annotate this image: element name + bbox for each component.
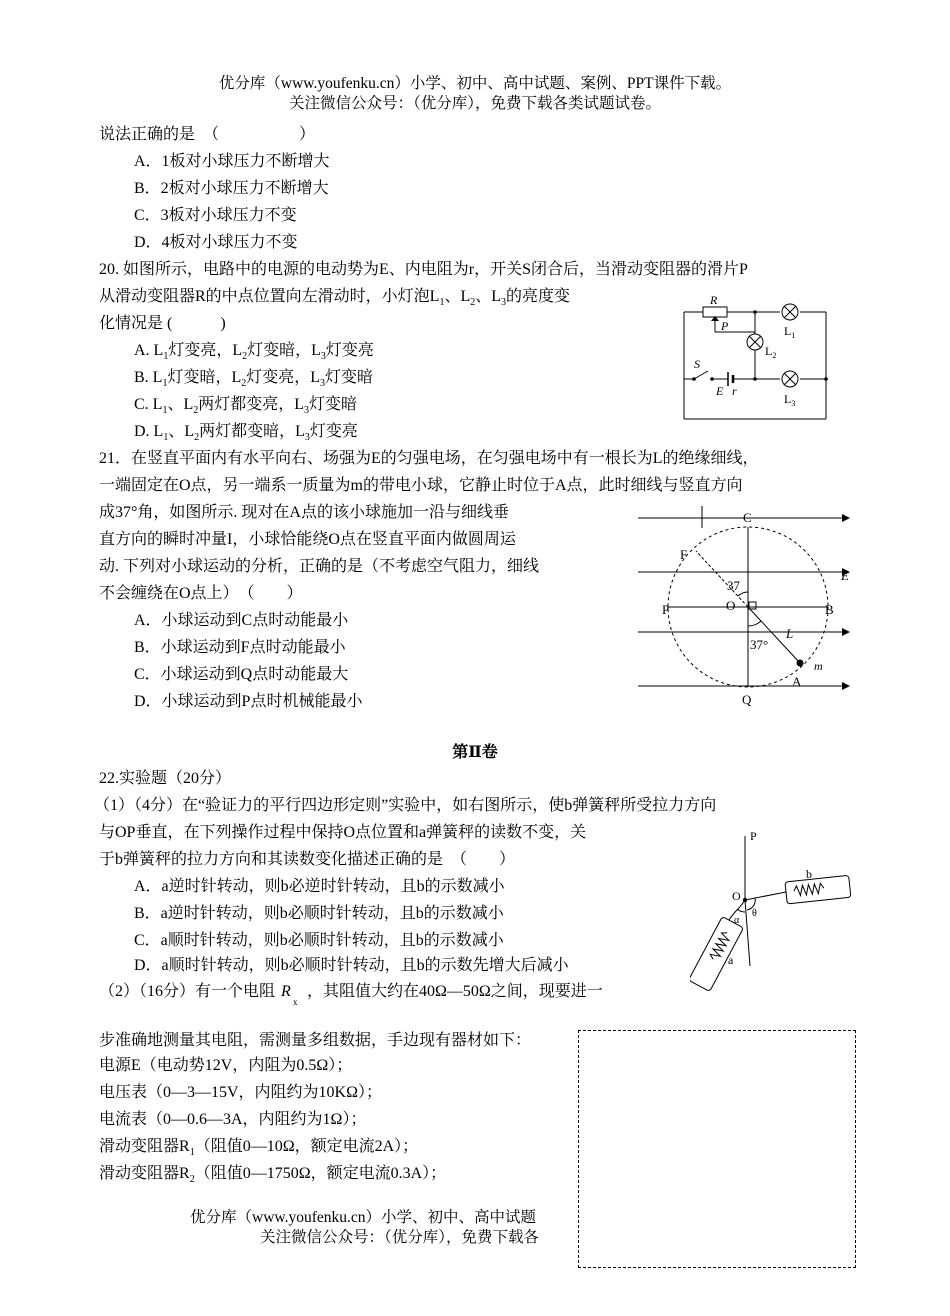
q20-option-d: D. $L_1$、$L_2$两灯都变暗，$L_3$灯变亮 bbox=[134, 423, 358, 444]
q21-option-c: C．小球运动到Q点时动能最大 bbox=[134, 666, 349, 683]
part-2-title: 第Ⅱ卷 bbox=[452, 744, 498, 761]
label-a: a bbox=[728, 953, 734, 967]
label-f: F bbox=[680, 547, 688, 562]
q22-part1-line-3: 于b弹簧秤的拉力方向和其读数变化描述正确的是 （ ） bbox=[99, 851, 516, 868]
q21-line-1: 21．在竖直平面内有水平向右、场强为E的匀强电场，在匀强电场中有一根长为L的绝缘细线， bbox=[99, 450, 759, 467]
label-l3: $L_3$ bbox=[784, 392, 796, 408]
point-o bbox=[743, 898, 747, 902]
q20-line-3: 化情况是 ( ) bbox=[99, 315, 226, 332]
q20-line-1: 20. 如图所示，电路中的电源的电动势为E、内电阻为r，开关S闭合后，当滑动变阻器的滑片P bbox=[99, 261, 748, 278]
angle-arc bbox=[748, 621, 761, 626]
q21-option-b: B．小球运动到F点时动能最小 bbox=[134, 639, 346, 656]
label-theta: θ bbox=[752, 908, 757, 919]
rheostat-r bbox=[703, 307, 727, 317]
label-37-top: 37 bbox=[727, 578, 740, 593]
label-b: b bbox=[806, 867, 812, 881]
q20-option-b: B. $L_1$灯变暗，$L_2$灯变亮，$L_3$灯变暗 bbox=[134, 369, 374, 390]
q22-option-d: D．a顺时针转动，则b必顺时针转动，且b的示数先增大后减小 bbox=[134, 957, 569, 974]
answer-box bbox=[578, 1030, 856, 1268]
q22-part1-line-1: （1）（4分）在“验证力的平行四边形定则”实验中，如右图所示，使b弹簧秤所受拉力方向 bbox=[94, 797, 717, 814]
angle-arc-alpha bbox=[737, 909, 745, 912]
label-p: P bbox=[721, 319, 729, 333]
label-o: O bbox=[732, 889, 741, 903]
q19-option-c: C．3板对小球压力不变 bbox=[134, 207, 297, 224]
q21-field-figure bbox=[634, 506, 856, 710]
label-37-bottom: 37° bbox=[750, 637, 769, 652]
footer-line-1: 优分库（www.youfenku.cn）小学、初中、高中试题 bbox=[190, 1209, 536, 1226]
footer-line-2: 关注微信公众号：（优分库），免费下载各 bbox=[260, 1229, 540, 1246]
label-l2: $L_2$ bbox=[765, 344, 777, 360]
q22-option-b: B．a逆时针转动，则b必顺时针转动，且b的示数减小 bbox=[134, 905, 504, 922]
dashed-radius-f bbox=[696, 551, 748, 607]
q21-option-a: A．小球运动到C点时动能最小 bbox=[134, 612, 349, 629]
q22-spring-figure bbox=[690, 826, 855, 996]
q22-part2-line-1: （2）（16分）有一个电阻 R x ，其阻值大约在40Ω—50Ω之间，现要进一 bbox=[99, 983, 603, 1007]
q21-option-d: D．小球运动到P点时机械能最小 bbox=[134, 693, 363, 710]
q22-part1-line-2: 与OP垂直，在下列操作过程中保持O点位置和a弹簧秤的读数不变，关 bbox=[99, 824, 587, 841]
label-p: P bbox=[662, 602, 670, 617]
label-p: P bbox=[750, 829, 757, 843]
q22-option-a: A．a逆时针转动，则b必逆时针转动，且b的示数减小 bbox=[134, 878, 505, 895]
q21-line-4: 直方向的瞬时冲量I，小球恰能绕O点在竖直平面内做圆周运 bbox=[99, 531, 516, 548]
q21-line-3: 成37°角，如图所示. 现对在A点的该小球施加一沿与细线垂 bbox=[99, 504, 509, 521]
q20-circuit-figure bbox=[680, 292, 832, 424]
q21-line-6: 不会缠绕在O点上） （ ） bbox=[99, 585, 303, 602]
spring-b-coil bbox=[793, 883, 824, 896]
q20-line-2: 从滑动变阻器R的中点位置向左滑动时，小灯泡$L_1$、$L_2$、$L_3$的亮度变 bbox=[99, 288, 571, 309]
b-hook bbox=[745, 892, 786, 900]
equip-ammeter: 电流表（0—0.6—3A，内阻约为1Ω）； bbox=[99, 1111, 367, 1128]
equip-power-supply: 电源E（电动势12V，内阻为0.5Ω）； bbox=[99, 1057, 353, 1074]
q19-option-d: D．4板对小球压力不变 bbox=[134, 234, 298, 251]
q22-title: 22.实验题（20分） bbox=[99, 770, 232, 787]
equip-voltmeter: 电压表（0—3—15V，内阻约为10KΩ）； bbox=[99, 1084, 383, 1101]
label-o: O bbox=[726, 598, 736, 613]
right-angle-mark bbox=[749, 602, 756, 609]
label-l: L bbox=[786, 626, 794, 641]
header-line-1: 优分库（www.youfenku.cn）小学、初中、高中试题、案例、PPT课件下载。 bbox=[218, 75, 732, 92]
spring-balance-a bbox=[690, 917, 743, 992]
q22-part2-line-2: 步准确地测量其电阻，需测量多组数据，手边现有器材如下： bbox=[99, 1032, 532, 1049]
label-alpha: α bbox=[734, 915, 740, 926]
q19-option-b: B．2板对小球压力不断增大 bbox=[134, 180, 329, 197]
switch-s bbox=[694, 371, 708, 379]
equip-rheostat-r1: 滑动变阻器$R_1$（阻值0—10Ω，额定电流2A）； bbox=[99, 1138, 419, 1159]
label-s: S bbox=[694, 357, 700, 371]
equip-rheostat-r2: 滑动变阻器$R_2$（阻值0—1750Ω，额定电流0.3A）； bbox=[99, 1165, 447, 1186]
label-q: Q bbox=[742, 692, 752, 707]
label-r-internal: r bbox=[732, 384, 737, 398]
q21-line-5: 动. 下列对小球运动的分析，正确的是（不考虑空气阻力，细线 bbox=[99, 558, 540, 575]
label-e: E bbox=[841, 568, 849, 583]
q19-option-a: A．1板对小球压力不断增大 bbox=[134, 153, 330, 170]
label-c: C bbox=[743, 510, 752, 525]
label-r: R bbox=[710, 293, 718, 307]
q21-line-2: 一端固定在O点，另一端系一质量为m的带电小球，它静止时位于A点，此时细线与竖直方向 bbox=[99, 477, 743, 494]
label-e: E bbox=[716, 384, 724, 398]
q20-option-a: A. $L_1$灯变亮，$L_2$灯变暗，$L_3$灯变亮 bbox=[134, 342, 374, 363]
header-line-2: 关注微信公众号：（优分库），免费下载各类试题试卷。 bbox=[288, 95, 661, 112]
ball-m bbox=[797, 660, 804, 667]
label-m: m bbox=[814, 659, 823, 673]
q22-option-c: C．a顺时针转动，则b必顺时针转动，且b的示数减小 bbox=[134, 932, 504, 949]
q19-stem: 说法正确的是 （ ） bbox=[99, 126, 316, 143]
q20-option-c: C. $L_1$、$L_2$两灯都变亮，$L_3$灯变暗 bbox=[134, 396, 358, 417]
label-b: B bbox=[825, 602, 834, 617]
label-l1: $L_1$ bbox=[784, 324, 796, 340]
label-a: A bbox=[792, 674, 802, 689]
